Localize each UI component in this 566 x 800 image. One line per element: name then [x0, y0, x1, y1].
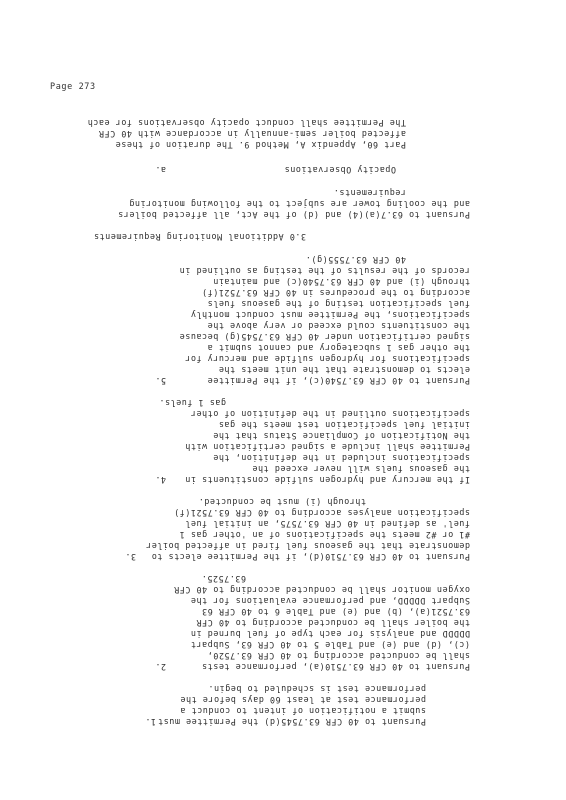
opacity-line-1: The Permittee shall conduct opacity observations for each	[87, 118, 406, 128]
block4-line-1: If the mercury and hydrogen sulfide constituents in	[184, 475, 470, 485]
block2-marker: 2.	[154, 662, 166, 672]
block5-line-1: Pursuant to 40 CFR 63.7540(c), if the Permittee	[207, 376, 470, 386]
block1-marker: 1.	[144, 717, 156, 727]
block4-line-7: specifications outlined in the definition of other	[190, 409, 470, 419]
block5-line-5: signed certification under 40 CFR 63.7545(g) because	[179, 332, 470, 342]
block4-line-4: Permittee shall include a signed certification with	[184, 442, 470, 452]
block5-line-7: specifications, the Permittee must conduct monthly	[190, 310, 470, 320]
block2-line-3: (c), (d) and (e) and Table 5 to 40 CFR 63, Subpart	[190, 640, 470, 650]
block3-line-6: through (i) must be conducted.	[198, 497, 366, 507]
block5-marker: 5.	[154, 376, 166, 386]
block3-line-1: Pursuant to 40 CFR 63.7510(d), if the Permittee elects to	[151, 552, 470, 562]
section-heading: 3.0 Additional Monitoring Requirements	[93, 232, 306, 242]
opacity-line-2: affected boiler semi-annually in accordance with 40 CFR	[98, 129, 406, 139]
block4-marker: 4.	[154, 475, 166, 485]
block3-line-5: specification analyses according to 40 CFR 63.7521(f)	[173, 508, 470, 518]
block5-line-12: 40 CFR 63.7555(g).	[305, 255, 406, 265]
block2-line-5: the boiler shall be conducted according to 40 CFR	[195, 618, 470, 628]
block2-line-9: 63.7525.	[201, 574, 246, 584]
block3-marker: 3.	[124, 552, 136, 562]
block5-line-6: the constituents could exceed or very above the	[207, 321, 470, 331]
block2-line-8: oxygen monitor shall be conducted according to 40 CFR	[173, 585, 470, 595]
block4-line-8: gas 1 fuels.	[158, 398, 226, 408]
opacity-line-3: Part 60, Appendix A, Method 9. The duration of these	[115, 140, 406, 150]
block1-line-3: performance test at least 60 days before the	[179, 695, 426, 705]
opacity-heading: Opacity Observations	[284, 165, 396, 175]
block1-line-2: submit a notification of intent to conduct a	[179, 706, 426, 716]
intro-line-1: Pursuant to 63.7(a)(4) and (d) of the Act, all affected boilers	[117, 210, 470, 220]
block5-line-3: specifications for hydrogen sulfide and mercury for	[184, 354, 470, 364]
block4-line-5: the Notification of Compliance Status that the	[212, 431, 470, 441]
block5-line-10: through (i) and 40 CFR 63.7540(c) and maintain	[212, 277, 470, 287]
block2-line-7: Subpart DDDDD, and performance evaluations for the	[190, 596, 470, 606]
block4-line-6: initial fuel specification test meets the gas	[218, 420, 470, 430]
block1-line-4: performance test is scheduled to begin.	[207, 684, 426, 694]
block5-line-11: records of the results of the testing as outlined in	[179, 266, 470, 276]
intro-line-3: requirements.	[333, 188, 406, 198]
block4-line-2: the gaseous fuels will never exceed the	[251, 464, 470, 474]
block1-line-1: Pursuant to 40 CFR 63.7545(d) the Permittee must	[157, 717, 426, 727]
opacity-marker: a.	[154, 165, 166, 175]
intro-line-2: and the cooling tower are subject to the following monitoring	[128, 199, 470, 209]
block2-line-4: DDDDD and analysis for each type of fuel burned in	[190, 629, 470, 639]
block3-line-4: fuel' as defined in 40 CFR 63.7575, an initial fuel	[184, 519, 470, 529]
block4-line-3: specifications included in the definition, the	[212, 453, 470, 463]
block5-line-9: according to the procedures in 40 CFR 63.7521(f)	[201, 288, 470, 298]
block2-line-2: shall be conducted according to 40 CFR 63.7520,	[207, 651, 470, 661]
block5-line-2: elects to demonstrate that the unit meets the	[218, 365, 470, 375]
block2-line-1: Pursuant to 40 CFR 63.7510(a), performance tests	[201, 662, 470, 672]
block2-line-6: 63.7521(a), (b) and (e) and Table 6 to 40 CFR 63	[201, 607, 470, 617]
block5-line-8: fuel specification testing of the gaseous fuels	[207, 299, 470, 309]
page-number: Page 273	[50, 82, 96, 92]
block3-line-2: demonstrate that the gaseous fuel fired in affected boiler	[145, 541, 470, 551]
block5-line-4: the other gas 1 subcategory and cannot submit a	[207, 343, 470, 353]
block3-line-3: #1 or #2 meets the specifications of an 'other gas 1	[179, 530, 470, 540]
